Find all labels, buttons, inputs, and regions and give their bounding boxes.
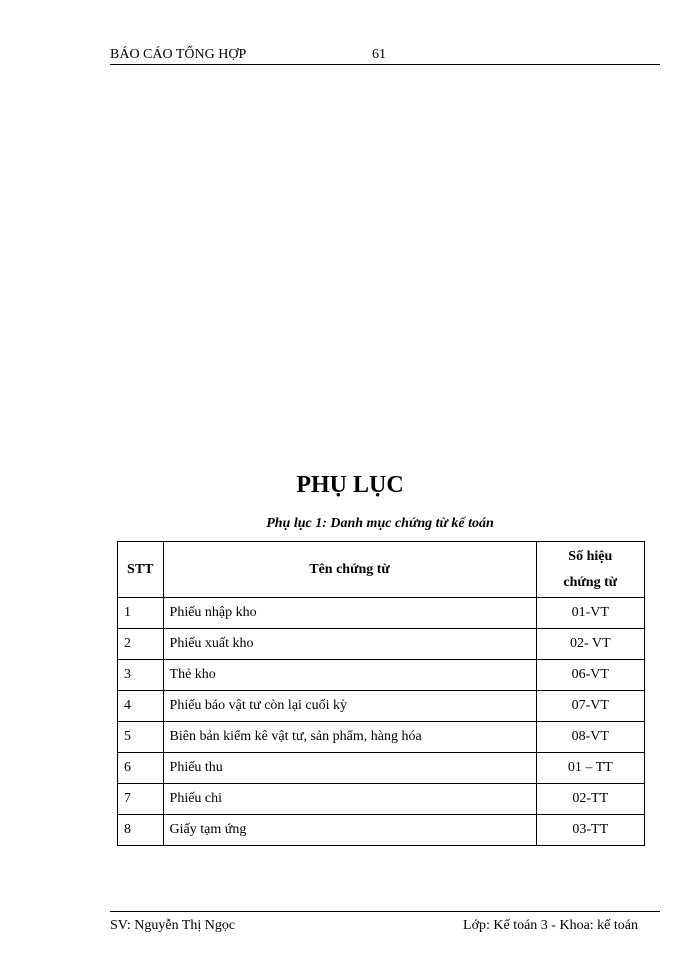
table-row bbox=[118, 815, 645, 846]
page-header bbox=[110, 46, 660, 65]
row-code: 07-VT bbox=[536, 691, 644, 722]
row-name: Phiếu xuất kho bbox=[163, 629, 536, 660]
table-row bbox=[118, 753, 645, 784]
row-name: Biên bản kiểm kê vật tư, sản phẩm, hàng hóa bbox=[163, 722, 536, 753]
row-code: 01-VT bbox=[536, 598, 644, 629]
voucher-table bbox=[117, 541, 645, 846]
table-caption: Phụ lục 1: Danh mục chứng từ kế toán bbox=[266, 516, 494, 531]
row-stt: 6 bbox=[118, 753, 164, 784]
header-code-line1: Số hiệu bbox=[568, 548, 613, 564]
row-stt: 3 bbox=[118, 660, 164, 691]
appendix-title: PHỤ LỤC bbox=[296, 472, 404, 498]
table-row bbox=[118, 598, 645, 629]
row-stt: 4 bbox=[118, 691, 164, 722]
header-code bbox=[536, 542, 644, 598]
row-code: 01 – TT bbox=[536, 753, 644, 784]
table-header-row bbox=[118, 542, 645, 598]
row-code: 03-TT bbox=[536, 815, 644, 846]
table-row bbox=[118, 629, 645, 660]
row-name: Giấy tạm ứng bbox=[163, 815, 536, 846]
row-name: Phiếu thu bbox=[163, 753, 536, 784]
table-row bbox=[118, 784, 645, 815]
row-stt: 2 bbox=[118, 629, 164, 660]
row-stt: 5 bbox=[118, 722, 164, 753]
row-code: 02- VT bbox=[536, 629, 644, 660]
row-code: 06-VT bbox=[536, 660, 644, 691]
header-page-number: 61 bbox=[372, 47, 386, 62]
row-name: Phiếu nhập kho bbox=[163, 598, 536, 629]
table-row bbox=[118, 691, 645, 722]
footer-student: SV: Nguyễn Thị Ngọc bbox=[110, 918, 236, 933]
row-name: Thẻ kho bbox=[163, 660, 536, 691]
table-row bbox=[118, 660, 645, 691]
row-code: 08-VT bbox=[536, 722, 644, 753]
row-stt: 1 bbox=[118, 598, 164, 629]
footer-class-info: Lớp: Kế toán 3 - Khoa: kế toán bbox=[463, 918, 638, 933]
header-doc-title: BÁO CÁO TỔNG HỢP bbox=[110, 47, 247, 62]
row-stt: 7 bbox=[118, 784, 164, 815]
row-name: Phiếu báo vật tư còn lại cuối kỳ bbox=[163, 691, 536, 722]
row-code: 02-TT bbox=[536, 784, 644, 815]
row-name: Phiếu chi bbox=[163, 784, 536, 815]
header-code-line2: chứng từ bbox=[563, 574, 618, 590]
table-row bbox=[118, 722, 645, 753]
page-footer bbox=[110, 911, 660, 940]
header-name: Tên chứng từ bbox=[163, 542, 536, 598]
row-stt: 8 bbox=[118, 815, 164, 846]
header-stt: STT bbox=[118, 542, 164, 598]
